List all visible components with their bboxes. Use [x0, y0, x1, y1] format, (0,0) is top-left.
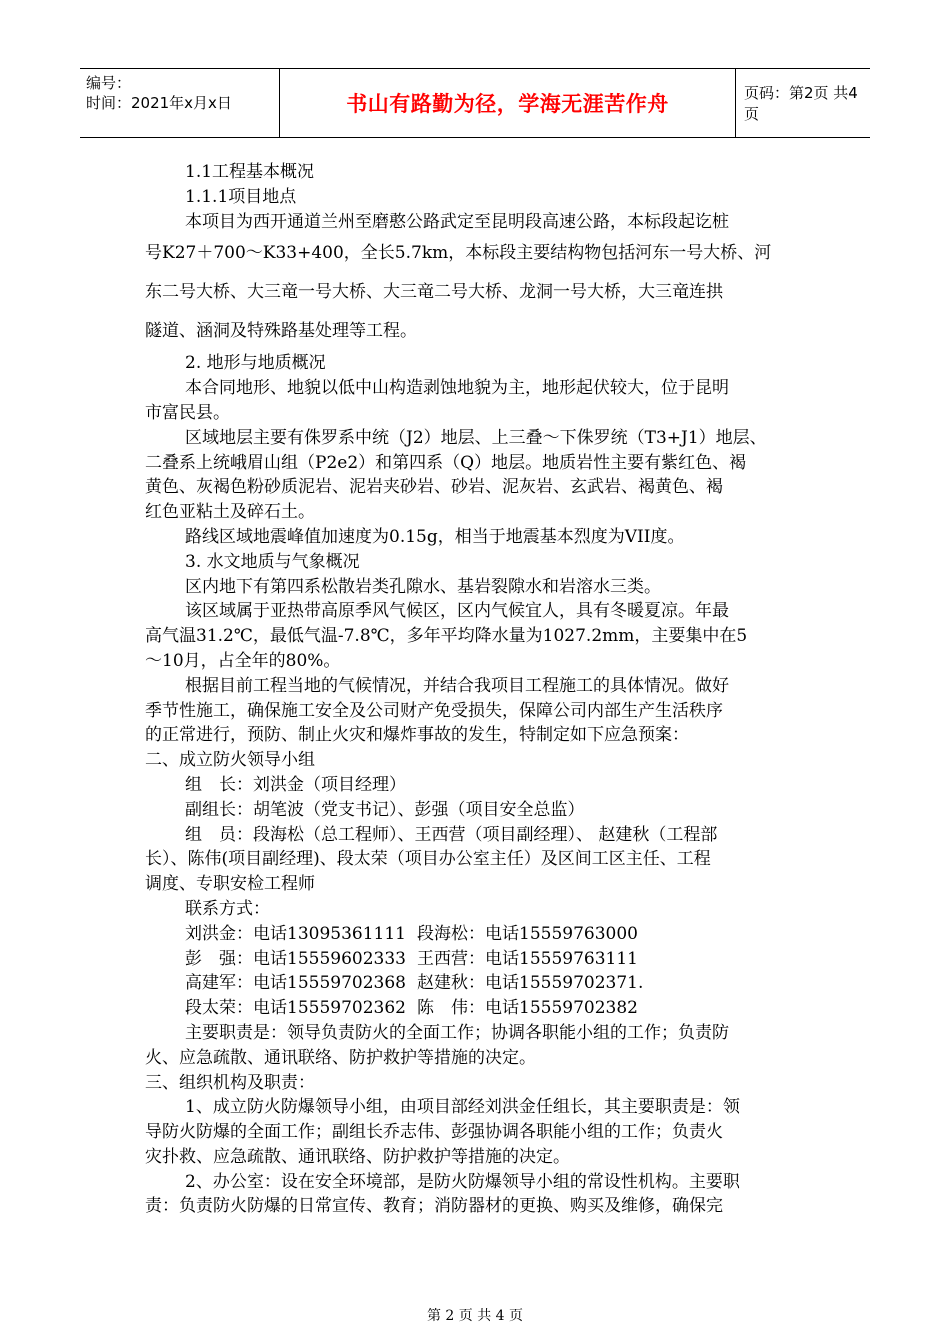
text-line: 主要职责是：领导负责防火的全面工作；协调各职能小组的工作；负责防 — [185, 1022, 729, 1043]
text-line: 二、成立防火领导小组 — [145, 750, 315, 771]
contact-entry: 段太荣：电话15559702362 — [185, 998, 406, 1019]
text-line: 火、应急疏散、通讯联络、防护救护等措施的决定。 — [145, 1047, 536, 1068]
text-line: 灾扑救、应急疏散、通讯联络、防护救护等措施的决定。 — [145, 1146, 570, 1167]
text-line: 该区域属于亚热带高原季风气候区，区内气候宜人，具有冬暖夏凉。年最 — [185, 601, 729, 622]
text-line: 三、组织机构及职责： — [145, 1072, 315, 1093]
document-number-label: 编号： — [86, 74, 132, 92]
contact-row — [145, 947, 810, 972]
text-line: 区域地层主要有侏罗系中统（J2）地层、上三叠～下侏罗统（T3+J1）地层、 — [185, 427, 767, 448]
header-page-number: 页码：第2页 共4页 — [744, 84, 858, 123]
text-line: 路线区域地震峰值加速度为0.15g，相当于地震基本烈度为VII度。 — [185, 526, 685, 547]
body-section-1 — [145, 160, 810, 922]
header-meta — [80, 69, 280, 137]
document-body — [145, 160, 810, 1219]
text-line: 导防火防爆的全面工作；副组长乔志伟、彭强协调各职能小组的工作；负责火 — [145, 1122, 723, 1143]
text-line: 红色亚粘土及碎石土。 — [145, 502, 315, 523]
text-line: 季节性施工，确保施工安全及公司财产免受损失，保障公司内部生产生活秩序 — [145, 700, 723, 721]
contact-entry: 刘洪金：电话13095361111 — [185, 923, 406, 944]
text-line: 1.1工程基本概况 — [185, 162, 315, 182]
text-line: 组 长：刘洪金（项目经理） — [185, 774, 406, 795]
text-line: 的正常进行，预防、制止火灾和爆炸事故的发生，特制定如下应急预案： — [145, 725, 689, 746]
contact-row — [145, 922, 810, 947]
text-line: 高气温31.2℃，最低气温-7.8℃，多年平均降水量为1027.2mm，主要集中在5 — [145, 626, 748, 647]
contact-entry: 陈 伟：电话15559702382 — [417, 998, 638, 1019]
text-line: 2、办公室：设在安全环境部，是防火防爆领导小组的常设性机构。主要职 — [185, 1171, 740, 1192]
text-line: 隧道、涵洞及特殊路基处理等工程。 — [145, 321, 417, 342]
text-line: 市富民县。 — [145, 402, 230, 423]
contact-entry: 赵建秋：电话15559702371. — [417, 973, 644, 994]
text-line: 黄色、灰褐色粉砂质泥岩、泥岩夹砂岩、砂岩、泥灰岩、玄武岩、褐黄色、褐 — [145, 477, 723, 498]
header-motto-cell — [280, 69, 736, 137]
text-line: 组 员：段海松（总工程师）、王西营（项目副经理）、 赵建秋（工程部 — [185, 824, 718, 845]
contact-entry: 彭 强：电话15559602333 — [185, 948, 406, 969]
text-line: 调度、专职安检工程师 — [145, 874, 315, 895]
text-line: 号K27＋700～K33+400，全长5.7km，本标段主要结构物包括河东一号大桥、河 — [145, 243, 772, 264]
text-line: 本合同地形、地貌以低中山构造剥蚀地貌为主，地形起伏较大，位于昆明 — [185, 378, 729, 399]
text-line: 责：负责防火防爆的日常宣传、教育；消防器材的更换、购买及维修，确保完 — [145, 1196, 723, 1217]
header-motto: 书山有路勤为径，学海无涯苦作舟 — [346, 92, 669, 116]
page-header — [80, 68, 870, 138]
contact-entry: 王西营：电话15559763111 — [417, 948, 638, 969]
text-line: 根据目前工程当地的气候情况，并结合我项目工程施工的具体情况。做好 — [185, 675, 729, 696]
text-line: 联系方式： — [185, 898, 270, 919]
text-line: ～10月，占全年的80%。 — [145, 650, 341, 671]
text-line: 1.1.1项目地点 — [185, 186, 297, 207]
text-line: 2. 地形与地质概况 — [185, 353, 326, 374]
page-footer: 第 2 页 共 4 页 — [426, 1308, 524, 1324]
body-section-2 — [145, 1021, 810, 1219]
document-date-label: 时间：2021年x月x日 — [86, 94, 232, 112]
text-line: 区内地下有第四系松散岩类孔隙水、基岩裂隙水和岩溶水三类。 — [185, 576, 661, 597]
text-line: 1、成立防火防爆领导小组，由项目部经刘洪金任组长，其主要职责是：领 — [185, 1097, 740, 1118]
text-line: 东二号大桥、大三竜一号大桥、大三竜二号大桥、龙洞一号大桥，大三竜连拱 — [145, 282, 723, 303]
contact-list — [145, 922, 810, 1021]
contact-row — [145, 996, 810, 1021]
contact-row — [145, 971, 810, 996]
text-line: 副组长：胡笔波（党支书记）、彭强（项目安全总监） — [185, 799, 585, 820]
contact-entry: 高建军：电话15559702368 — [185, 973, 406, 994]
contact-entry: 段海松：电话15559763000 — [417, 923, 638, 944]
text-line: 长）、陈伟(项目副经理)、段太荣（项目办公室主任）及区间工区主任、工程 — [145, 849, 711, 870]
text-line: 3. 水文地质与气象概况 — [185, 551, 360, 572]
text-line: 本项目为西开通道兰州至磨憨公路武定至昆明段高速公路，本标段起讫桩 — [185, 211, 729, 232]
text-line: 二叠系上统峨眉山组（P2e2）和第四系（Q）地层。地质岩性主要有紫红色、褐 — [145, 452, 747, 473]
